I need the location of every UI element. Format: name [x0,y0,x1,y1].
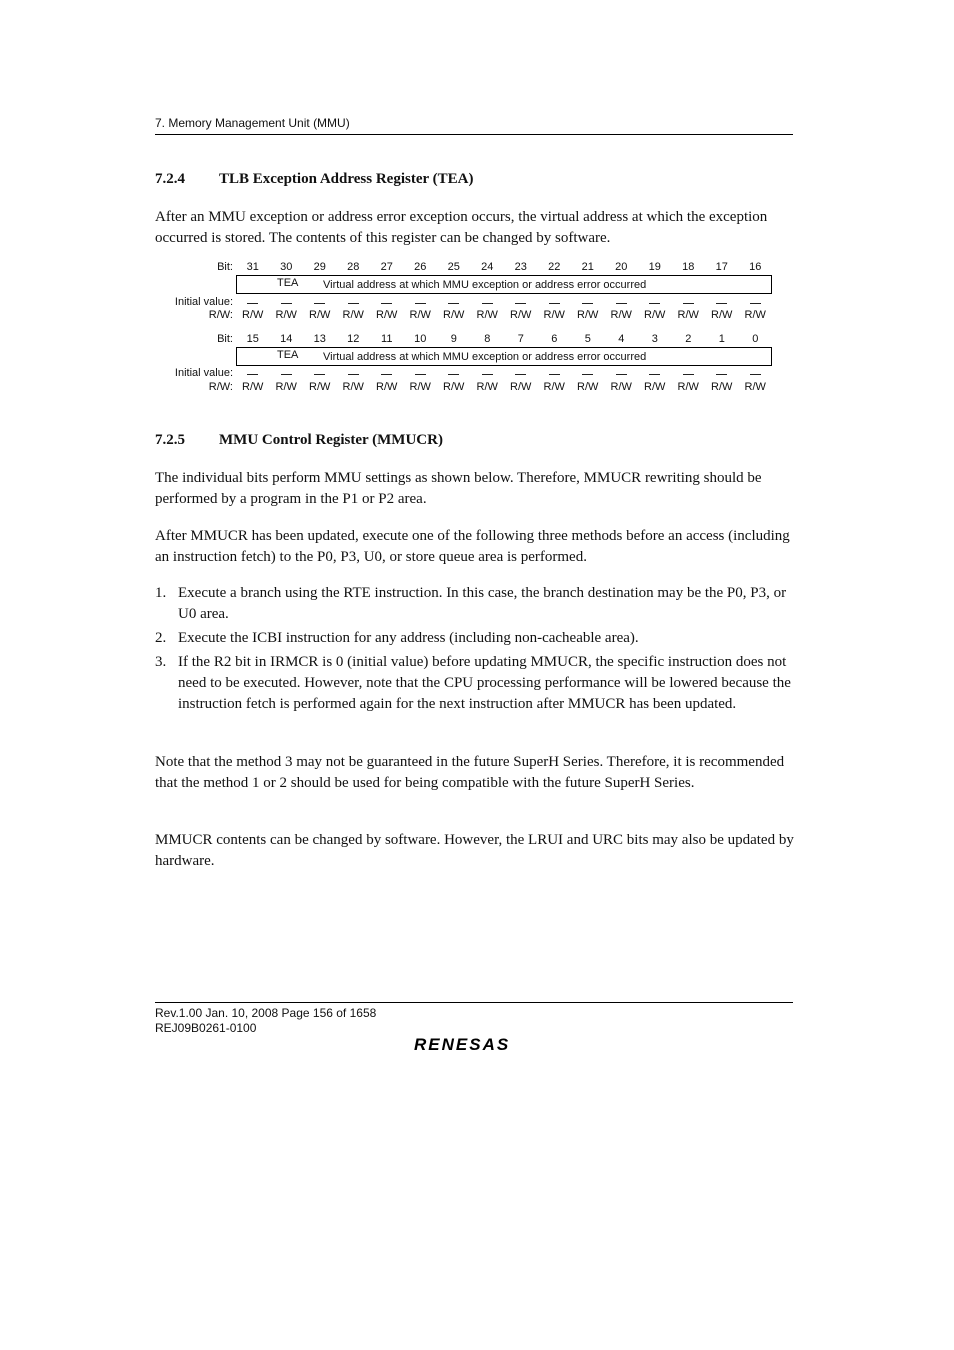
rw-cell: R/W [476,381,498,393]
initial-value-dash [448,374,459,375]
rw-cell: R/W [644,309,666,321]
list-item [155,628,795,649]
rw-cell: R/W [409,381,431,393]
list-text: Execute a branch using the RTE instruction. In this case, the branch destination may be the P0, P3, or U0 area. [178,585,787,622]
register-field-upper [236,275,772,294]
tea-description [155,207,795,249]
initial-value-dash [750,303,761,304]
initial-value-dash [415,303,426,304]
rw-cell: R/W [376,381,398,393]
register-field-lower [236,347,772,366]
initial-value-dash [515,374,526,375]
field-description: Virtual address at which MMU exception or address error occurred [323,351,647,363]
initial-value-dash [348,374,359,375]
initial-value-dash [750,374,761,375]
initial-value-row-label: Initial value: [174,296,233,308]
section-title: MMU Control Register (MMUCR) [219,432,443,448]
rw-cell: R/W [275,309,297,321]
rw-cell: R/W [476,309,498,321]
initial-value-dash [247,303,258,304]
initial-value-dash [281,374,292,375]
bit-cell: 9 [450,333,457,345]
section-number: 7.2.4 [155,171,185,187]
rw-cell: R/W [309,381,331,393]
footer-rule [155,1002,793,1003]
initial-value-dash [448,303,459,304]
bit-cell: 5 [584,333,591,345]
section-number: 7.2.5 [155,432,185,448]
mmucr-paragraph-4 [155,830,795,872]
rw-cell: R/W [644,381,666,393]
rw-cell: R/W [610,309,632,321]
svg-text:RENESAS: RENESAS [414,1035,511,1053]
footer-document-number: REJ09B0261-0100 [155,1021,257,1035]
initial-value-dash [482,374,493,375]
bit-cell: 4 [618,333,625,345]
bit-cell: 25 [447,261,460,273]
rw-cell: R/W [342,309,364,321]
rw-cell: R/W [577,309,599,321]
bit-cell: 18 [682,261,695,273]
rw-cell: R/W [443,381,465,393]
rw-cell: R/W [443,309,465,321]
bit-cell: 2 [685,333,692,345]
initial-value-dash [716,303,727,304]
initial-value-dash [549,303,560,304]
method-list [155,583,795,715]
list-text: If the R2 bit in IRMCR is 0 (initial value) before updating MMUCR, the specific instruction does not need to be executed. However, note that the CPU processing performance will be lowered because the instruction fetch is performed again for the next instruction after MMUCR has been updated. [178,654,791,712]
initial-value-dash [348,303,359,304]
bit-cell: 6 [551,333,558,345]
rw-cell: R/W [510,309,532,321]
footer-revision: Rev.1.00 Jan. 10, 2008 Page 156 of 1658 [155,1006,377,1020]
rw-cell: R/W [711,309,733,321]
list-item [155,652,795,715]
bit-row-label: Bit: [217,261,233,273]
bit-cell: 29 [313,261,326,273]
initial-value-dash [381,374,392,375]
list-number: 2. [155,630,167,646]
bit-row-label: Bit: [217,333,233,345]
bit-cell: 19 [648,261,661,273]
field-description: Virtual address at which MMU exception or address error occurred [323,279,647,291]
field-name: TEA [277,349,299,361]
list-text: Execute the ICBI instruction for any address (including non-cacheable area). [178,630,639,646]
field-name: TEA [277,277,299,289]
rw-row-label: R/W: [208,309,233,321]
initial-value-dash [515,303,526,304]
rw-cell: R/W [309,309,331,321]
rw-cell: R/W [409,309,431,321]
bit-cell: 27 [380,261,393,273]
rw-cell: R/W [242,381,264,393]
bit-cell: 7 [517,333,524,345]
initial-value-dash [649,374,660,375]
paragraph: The individual bits perform MMU settings as shown below. Therefore, MMUCR rewriting should be performed by a program in the P1 or P2 area. [155,470,762,507]
paragraph: Note that the method 3 may not be guaranteed in the future SuperH Series. Therefore, it is recommended that the method 1 or 2 should be used for being compatible with the future SuperH Series. [155,754,785,791]
initial-value-dash [281,303,292,304]
rw-cell: R/W [744,309,766,321]
paragraph: After MMUCR has been updated, execute one of the following three methods before an access (including an instruction fetch) to the P0, P3, U0, or store queue area is performed. [155,528,790,565]
initial-value-dash [247,374,258,375]
tea-register-diagram [155,258,795,400]
initial-value-dash [415,374,426,375]
bit-cell: 23 [514,261,527,273]
initial-value-dash [616,374,627,375]
rw-cell: R/W [677,381,699,393]
rw-cell: R/W [242,309,264,321]
bit-cell: 13 [313,333,326,345]
bit-cell: 1 [718,333,725,345]
paragraph: After an MMU exception or address error exception occurs, the virtual address at which the exception occurred is stored. The contents of this register can be changed by software. [155,209,768,246]
rw-cell: R/W [275,381,297,393]
running-head: 7. Memory Management Unit (MMU) [155,116,350,130]
renesas-logo-icon [414,1035,534,1053]
bit-cell: 8 [484,333,491,345]
initial-value-dash [649,303,660,304]
bit-cell: 24 [481,261,494,273]
list-number: 3. [155,654,167,670]
initial-value-dash [582,303,593,304]
initial-value-dash [314,374,325,375]
bit-cell: 11 [381,333,393,345]
rw-cell: R/W [543,309,565,321]
bit-cell: 15 [246,333,259,345]
rw-cell: R/W [543,381,565,393]
mmucr-paragraph-3 [155,752,795,794]
mmucr-paragraph-1 [155,468,795,510]
list-item [155,583,795,625]
initial-value-dash [683,374,694,375]
bit-cell: 14 [280,333,293,345]
rw-cell: R/W [677,309,699,321]
initial-value-dash [381,303,392,304]
list-number: 1. [155,585,167,601]
rw-cell: R/W [610,381,632,393]
initial-value-dash [482,303,493,304]
bit-cell: 12 [347,333,360,345]
bit-cell: 16 [749,261,762,273]
initial-value-dash [683,303,694,304]
bit-cell: 28 [347,261,360,273]
rw-cell: R/W [744,381,766,393]
initial-value-dash [314,303,325,304]
initial-value-dash [716,374,727,375]
initial-value-dash [582,374,593,375]
bit-cell: 0 [752,333,759,345]
paragraph: MMUCR contents can be changed by software. However, the LRUI and URC bits may also be updated by hardware. [155,832,794,869]
mmucr-paragraph-2 [155,526,795,568]
initial-value-dash [616,303,627,304]
bit-cell: 26 [414,261,427,273]
renesas-logo [414,1035,534,1058]
bit-cell: 21 [581,261,594,273]
bit-cell: 22 [548,261,561,273]
rw-cell: R/W [342,381,364,393]
bit-cell: 31 [246,261,259,273]
header-rule [155,134,793,135]
bit-cell: 20 [615,261,628,273]
initial-value-row-label: Initial value: [174,367,233,379]
bit-cell: 10 [414,333,427,345]
bit-cell: 3 [651,333,658,345]
bit-cell: 30 [280,261,293,273]
rw-cell: R/W [711,381,733,393]
initial-value-dash [549,374,560,375]
rw-cell: R/W [376,309,398,321]
rw-cell: R/W [510,381,532,393]
section-heading-7-2-4 [155,171,795,191]
rw-cell: R/W [577,381,599,393]
section-title: TLB Exception Address Register (TEA) [219,171,474,187]
rw-row-label: R/W: [208,381,233,393]
section-heading-7-2-5 [155,432,795,452]
bit-cell: 17 [715,261,728,273]
